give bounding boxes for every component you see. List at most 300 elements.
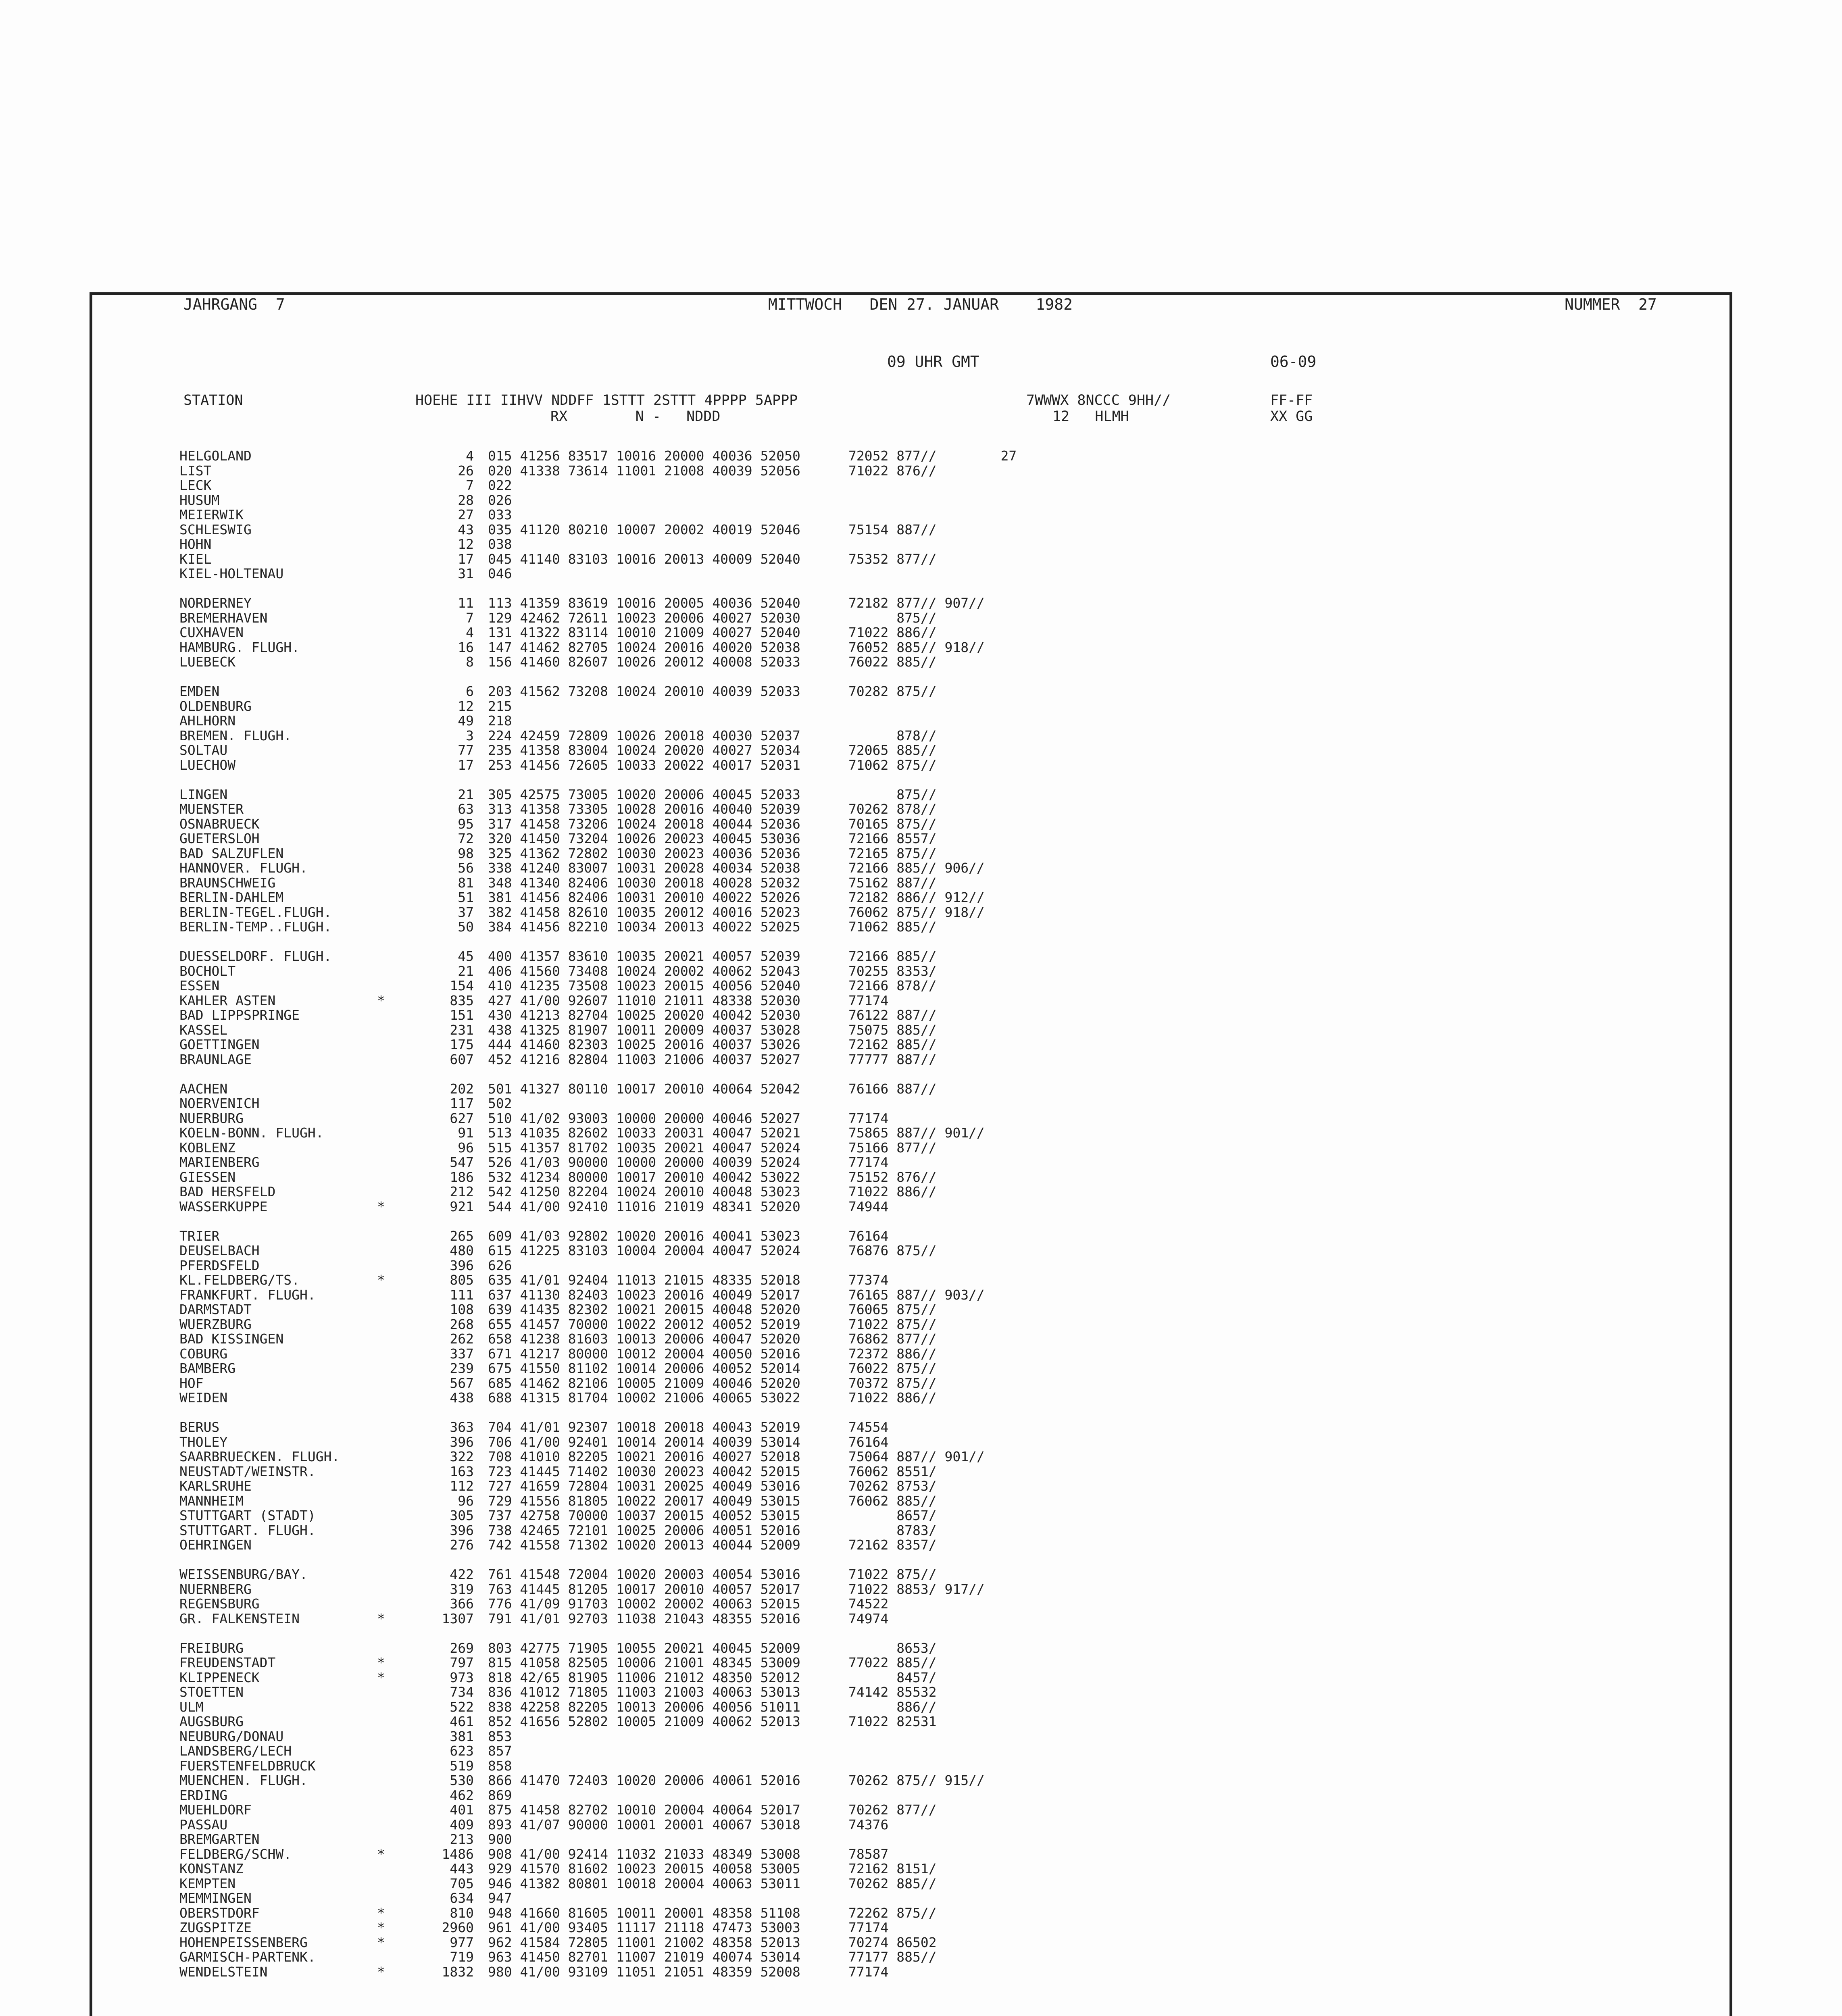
station-name: LECK [179, 477, 212, 493]
table-row [173, 1450, 1625, 1464]
station-elevation: 401 [450, 1802, 474, 1818]
station-observation: 723 41445 71402 10030 20023 40042 52015 76062 8551/ [488, 1463, 937, 1479]
station-elevation: 108 [450, 1302, 474, 1317]
table-row [173, 1906, 1625, 1921]
station-elevation: 16 [458, 639, 474, 655]
table-row [173, 1258, 1625, 1273]
station-observation: 853 [488, 1728, 512, 1744]
table-row [173, 552, 1625, 567]
table-row [173, 993, 1625, 1008]
station-elevation: 12 [458, 698, 474, 714]
station-name: BREMGARTEN [179, 1831, 260, 1847]
station-elevation: 11 [458, 595, 474, 611]
mountain-station-marker: * [377, 1934, 385, 1950]
station-name: HOF [179, 1375, 204, 1391]
table-row [173, 1170, 1625, 1185]
table-row [173, 1273, 1625, 1288]
station-elevation: 262 [450, 1331, 474, 1347]
station-observation: 033 [488, 507, 512, 523]
table-row [173, 1391, 1625, 1406]
station-name: KAHLER ASTEN [179, 992, 276, 1008]
table-row [173, 1523, 1625, 1538]
station-observation: 035 41120 80210 10007 20002 40019 52046 75154 887// [488, 521, 937, 537]
station-observation: 129 42462 72611 10023 20006 40027 52030 875// [488, 610, 937, 626]
station-name: HOHENPEISSENBERG [179, 1934, 308, 1950]
station-elevation: 213 [450, 1831, 474, 1847]
station-elevation: 462 [450, 1787, 474, 1803]
station-observation: 501 41327 80110 10017 20010 40064 52042 76166 887// [488, 1081, 937, 1097]
table-row [173, 537, 1625, 552]
column-station: STATION [183, 392, 243, 408]
station-elevation: 117 [450, 1095, 474, 1111]
column-codes-line1: HOEHE III IIHVV NDDFF 1STTT 2STTT 4PPPP 5APPP [415, 392, 798, 408]
station-observation: 410 41235 73508 10023 20015 40056 52040 72166 878// [488, 978, 937, 993]
station-name: MUEHLDORF [179, 1802, 252, 1818]
table-row [173, 1347, 1625, 1362]
station-observation: 838 42258 82205 10013 20006 40056 51011 886// [488, 1699, 937, 1715]
station-elevation: 422 [450, 1566, 474, 1582]
station-elevation: 461 [450, 1714, 474, 1729]
station-observation: 046 [488, 566, 512, 581]
station-observation: 761 41548 72004 10020 20003 40054 53016 71022 875// [488, 1566, 937, 1582]
table-row [173, 1420, 1625, 1435]
table-row [173, 1920, 1625, 1935]
station-name: MARIENBERG [179, 1154, 260, 1170]
table-row [173, 1700, 1625, 1715]
table-row [173, 1111, 1625, 1126]
station-name: SOLTAU [179, 742, 228, 758]
station-name: MUENSTER [179, 801, 244, 817]
station-observation: 532 41234 80000 10017 20010 40042 53022 75152 876// [488, 1169, 937, 1185]
observation-period: 06-09 [1270, 353, 1317, 371]
station-name: KEMPTEN [179, 1875, 236, 1891]
station-name: GR. FALKENSTEIN [179, 1610, 300, 1627]
table-row [173, 611, 1625, 626]
station-elevation: 319 [450, 1581, 474, 1597]
station-observation: 946 41382 80801 10018 20004 40063 53011 70262 885// [488, 1875, 937, 1891]
table-row [173, 831, 1625, 846]
table-row [173, 566, 1625, 581]
station-elevation: 547 [450, 1154, 474, 1170]
station-name: FREIBURG [179, 1640, 244, 1656]
station-observation: 962 41584 72805 11001 21002 48358 52013 70274 86502 [488, 1934, 937, 1950]
table-row [173, 1788, 1625, 1803]
column-codes-line2: RX N - NDDD [550, 408, 721, 425]
station-elevation: 366 [450, 1596, 474, 1612]
station-name: LUEBECK [179, 654, 236, 670]
station-name: NORDERNEY [179, 595, 252, 611]
station-name: BERUS [179, 1419, 220, 1435]
station-name: ERDING [179, 1787, 228, 1803]
station-observation: 510 41/02 93003 10000 20000 40046 52027 77174 [488, 1110, 889, 1126]
station-name: LIST [179, 462, 212, 479]
table-row [173, 1479, 1625, 1494]
station-observation: 948 41660 81605 10011 20001 48358 51108 72262 875// [488, 1905, 937, 1921]
station-elevation: 269 [450, 1640, 474, 1656]
station-observation: 430 41213 82704 10025 20020 40042 52030 76122 887// [488, 1007, 937, 1023]
station-observation: 655 41457 70000 10022 20012 40052 52019 71022 875// [488, 1316, 937, 1332]
group-spacer [173, 1406, 1625, 1420]
station-elevation: 63 [458, 801, 474, 817]
station-observation: 639 41435 82302 10021 20015 40048 52020 76065 875// [488, 1302, 937, 1317]
station-elevation: 519 [450, 1758, 474, 1774]
station-elevation: 1486 [442, 1846, 474, 1862]
group-spacer [173, 1214, 1625, 1229]
table-row [173, 964, 1625, 979]
station-name: HANNOVER. FLUGH. [179, 860, 308, 876]
station-elevation: 96 [458, 1139, 474, 1156]
station-observation: 215 [488, 698, 512, 714]
mountain-station-marker: * [377, 1655, 385, 1670]
station-observation: 869 [488, 1787, 512, 1803]
station-name: KASSEL [179, 1022, 228, 1038]
station-elevation: 977 [450, 1934, 474, 1950]
station-observation: 544 41/00 92410 11016 21019 48341 52020 74944 [488, 1198, 889, 1214]
station-name: STUTTGART. FLUGH. [179, 1522, 316, 1538]
station-elevation: 27 [458, 507, 474, 523]
station-elevation: 337 [450, 1345, 474, 1362]
station-observation: 900 [488, 1831, 512, 1847]
station-name: SAARBRUECKEN. FLUGH. [179, 1449, 340, 1464]
mountain-station-marker: * [377, 1964, 385, 1980]
table-row [173, 920, 1625, 935]
table-row [173, 1229, 1625, 1244]
station-observation: 313 41358 73305 10028 20016 40040 52039 70262 878// [488, 801, 937, 817]
station-observation: 961 41/00 93405 11117 21118 47473 53003 77174 [488, 1920, 889, 1935]
station-elevation: 522 [450, 1699, 474, 1715]
table-row [173, 1243, 1625, 1258]
station-elevation: 530 [450, 1772, 474, 1788]
table-row [173, 787, 1625, 802]
station-observation: 147 41462 82705 10024 20016 40020 52038 76052 885// 918// [488, 639, 985, 655]
mountain-station-marker: * [377, 1920, 385, 1935]
table-row [173, 625, 1625, 640]
station-observation: 852 41656 52802 10005 21009 40062 52013 71022 82531 [488, 1714, 937, 1729]
table-row [173, 1641, 1625, 1656]
station-observation: 708 41010 82205 10021 20016 40027 52018 75064 887// 901// [488, 1449, 985, 1464]
table-row [173, 1759, 1625, 1774]
station-observation: 671 41217 80000 10012 20004 40050 52016 72372 886// [488, 1345, 937, 1362]
table-row [173, 1361, 1625, 1376]
station-elevation: 322 [450, 1449, 474, 1464]
station-table [173, 449, 1625, 1979]
table-row [173, 1096, 1625, 1111]
station-observation: 893 41/07 90000 10001 20001 40067 53018 74376 [488, 1816, 889, 1833]
table-row [173, 1670, 1625, 1685]
station-observation: 637 41130 82403 10023 20016 40049 52017 76165 887// 903// [488, 1287, 985, 1303]
station-name: WUERZBURG [179, 1316, 252, 1332]
observation-time: 09 UHR GMT [887, 353, 979, 371]
table-row [173, 729, 1625, 744]
station-name: MANNHEIM [179, 1493, 244, 1509]
table-row [173, 1435, 1625, 1450]
station-observation: 038 [488, 536, 512, 552]
station-name: WENDELSTEIN [179, 1964, 268, 1980]
table-row [173, 890, 1625, 905]
station-name: REGENSBURG [179, 1596, 260, 1612]
station-observation: 858 [488, 1758, 512, 1774]
station-elevation: 72 [458, 831, 474, 846]
station-observation: 737 42758 70000 10037 20015 40052 53015 8657/ [488, 1508, 937, 1523]
station-name: BREMERHAVEN [179, 610, 268, 626]
station-name: BERLIN-DAHLEM [179, 889, 284, 905]
station-observation: 382 41458 82610 10035 20012 40016 52023 76062 875// 918// [488, 904, 985, 920]
mountain-station-marker: * [377, 1198, 385, 1214]
station-elevation: 95 [458, 816, 474, 832]
station-elevation: 37 [458, 904, 474, 920]
station-elevation: 98 [458, 845, 474, 861]
station-name: DARMSTADT [179, 1302, 252, 1317]
mountain-station-marker: * [377, 1846, 385, 1862]
station-observation: 218 [488, 713, 512, 729]
station-elevation: 111 [450, 1287, 474, 1303]
station-name: MUENCHEN. FLUGH. [179, 1772, 308, 1788]
station-name: ZUGSPITZE [179, 1920, 252, 1935]
mountain-station-marker: * [377, 1669, 385, 1685]
station-name: HELGOLAND [179, 448, 252, 464]
table-row [173, 464, 1625, 479]
station-name: OBERSTDORF [179, 1905, 260, 1921]
station-name: LUECHOW [179, 757, 236, 773]
station-observation: 776 41/09 91703 10002 20002 40063 52015 74522 [488, 1596, 889, 1612]
station-elevation: 31 [458, 566, 474, 581]
station-elevation: 43 [458, 521, 474, 537]
table-row [173, 861, 1625, 876]
table-row [173, 1052, 1625, 1067]
station-observation: 253 41456 72605 10033 20022 40017 52031 71062 875// [488, 757, 937, 773]
table-row [173, 1935, 1625, 1950]
station-name: LINGEN [179, 786, 228, 802]
table-row [173, 1891, 1625, 1906]
station-name: MEMMINGEN [179, 1890, 252, 1906]
station-name: NOERVENICH [179, 1095, 260, 1111]
mountain-station-marker: * [377, 992, 385, 1008]
station-observation: 348 41340 82406 10030 20018 40028 52032 75162 887// [488, 875, 937, 891]
station-observation: 704 41/01 92307 10018 20018 40043 52019 74554 [488, 1419, 889, 1435]
table-row [173, 1332, 1625, 1347]
station-elevation: 973 [450, 1669, 474, 1685]
station-elevation: 7 [466, 477, 474, 493]
station-observation: 727 41659 72804 10031 20025 40049 53016 70262 8753/ [488, 1478, 937, 1494]
station-observation: 305 42575 73005 10020 20006 40045 52033 875// [488, 786, 937, 802]
station-name: KLIPPENECK [179, 1669, 260, 1685]
station-name: BOCHOLT [179, 963, 236, 979]
station-observation: 156 41460 82607 10026 20012 40008 52033 76022 885// [488, 654, 937, 670]
station-name: GIESSEN [179, 1169, 236, 1185]
station-elevation: 268 [450, 1316, 474, 1332]
station-elevation: 186 [450, 1169, 474, 1185]
station-observation: 980 41/00 93109 11051 21051 48359 52008 77174 [488, 1964, 889, 1980]
table-row [173, 714, 1625, 729]
table-row [173, 1847, 1625, 1862]
station-observation: 763 41445 81205 10017 20010 40057 52017 71022 8853/ 917// [488, 1581, 985, 1597]
station-elevation: 480 [450, 1243, 474, 1258]
station-observation: 688 41315 81704 10002 21006 40065 53022 71022 886// [488, 1390, 937, 1406]
station-observation: 908 41/00 92414 11032 21033 48349 53008 78587 [488, 1846, 889, 1862]
station-elevation: 202 [450, 1081, 474, 1097]
table-row [173, 1597, 1625, 1612]
station-name: TRIER [179, 1228, 220, 1244]
station-observation: 626 [488, 1257, 512, 1273]
station-name: WEIDEN [179, 1390, 228, 1406]
station-elevation: 276 [450, 1537, 474, 1553]
station-elevation: 835 [450, 992, 474, 1008]
station-elevation: 8 [466, 654, 474, 670]
table-row [173, 1729, 1625, 1744]
table-row [173, 1685, 1625, 1700]
date-label: MITTWOCH DEN 27. JANUAR 1982 [768, 296, 1073, 313]
station-elevation: 112 [450, 1478, 474, 1494]
station-observation: 015 41256 83517 10016 20000 40036 52050 72052 877// 27 [488, 448, 1017, 464]
table-row [173, 493, 1625, 508]
table-row [173, 1818, 1625, 1833]
table-row [173, 699, 1625, 714]
station-elevation: 438 [450, 1390, 474, 1406]
station-elevation: 7 [466, 610, 474, 626]
station-name: BAD LIPPSPRINGE [179, 1007, 300, 1023]
group-spacer [173, 935, 1625, 950]
station-name: BAD HERSFELD [179, 1184, 276, 1200]
station-observation: 635 41/01 92404 11013 21015 48335 52018 77374 [488, 1272, 889, 1288]
station-elevation: 50 [458, 919, 474, 935]
table-row [173, 684, 1625, 699]
table-row [173, 876, 1625, 891]
station-elevation: 381 [450, 1728, 474, 1744]
table-row [173, 1126, 1625, 1141]
station-observation: 384 41456 82210 10034 20013 40022 52025 71062 885// [488, 919, 937, 935]
station-elevation: 21 [458, 963, 474, 979]
station-observation: 542 41250 82204 10024 20010 40048 53023 71022 886// [488, 1184, 937, 1200]
station-elevation: 21 [458, 786, 474, 802]
table-row [173, 1185, 1625, 1200]
station-observation: 502 [488, 1095, 512, 1111]
table-row [173, 1288, 1625, 1303]
station-elevation: 627 [450, 1110, 474, 1126]
station-name: DUESSELDORF. FLUGH. [179, 948, 332, 964]
group-spacer [173, 1067, 1625, 1082]
station-elevation: 734 [450, 1684, 474, 1700]
station-elevation: 719 [450, 1949, 474, 1965]
station-name: NEUSTADT/WEINSTR. [179, 1463, 316, 1479]
station-observation: 815 41058 82505 10006 21001 48345 53009 77022 885// [488, 1655, 937, 1670]
station-name: OLDENBURG [179, 698, 252, 714]
table-row [173, 449, 1625, 464]
group-spacer [173, 581, 1625, 596]
station-name: PASSAU [179, 1816, 228, 1833]
station-observation: 947 [488, 1890, 512, 1906]
table-row [173, 1376, 1625, 1391]
table-row [173, 1317, 1625, 1332]
table-row [173, 1141, 1625, 1156]
station-elevation: 797 [450, 1655, 474, 1670]
station-elevation: 1832 [442, 1964, 474, 1980]
table-row [173, 1862, 1625, 1876]
station-elevation: 4 [466, 625, 474, 640]
table-row [173, 1876, 1625, 1891]
station-observation: 381 41456 82406 10031 20010 40022 52026 72182 886// 912// [488, 889, 985, 905]
station-elevation: 4 [466, 448, 474, 464]
station-name: BAD SALZUFLEN [179, 845, 284, 861]
issue-number: NUMMER 27 [1565, 296, 1657, 313]
station-observation: 400 41357 83610 10035 20021 40057 52039 72166 885// [488, 948, 937, 964]
station-observation: 609 41/03 92802 10020 20016 40041 53023 76164 [488, 1228, 889, 1244]
station-name: AACHEN [179, 1081, 228, 1097]
station-name: NUERBURG [179, 1110, 244, 1126]
table-row [173, 1950, 1625, 1965]
station-elevation: 409 [450, 1816, 474, 1833]
table-row [173, 508, 1625, 523]
station-elevation: 305 [450, 1508, 474, 1523]
station-observation: 320 41450 73204 10026 20023 40045 53036 72166 8557/ [488, 831, 937, 846]
station-observation: 235 41358 83004 10024 20020 40027 52034 72065 885// [488, 742, 937, 758]
group-spacer [173, 1626, 1625, 1641]
station-observation: 427 41/00 92607 11010 21011 48338 52030 77174 [488, 992, 889, 1008]
station-elevation: 921 [450, 1198, 474, 1214]
station-observation: 706 41/00 92401 10014 20014 40039 53014 76164 [488, 1434, 889, 1450]
station-observation: 113 41359 83619 10016 20005 40036 52040 72182 877// 907// [488, 595, 985, 611]
station-name: ULM [179, 1699, 204, 1715]
station-name: NEUBURG/DONAU [179, 1728, 284, 1744]
station-observation: 203 41562 73208 10024 20010 40039 52033 70282 875// [488, 683, 937, 699]
station-observation: 026 [488, 492, 512, 508]
station-observation: 022 [488, 477, 512, 493]
table-row [173, 1008, 1625, 1023]
station-elevation: 567 [450, 1375, 474, 1391]
table-row [173, 817, 1625, 832]
station-name: WASSERKUPPE [179, 1198, 268, 1214]
station-name: GUETERSLOH [179, 831, 260, 846]
table-row [173, 640, 1625, 655]
station-elevation: 810 [450, 1905, 474, 1921]
mountain-station-marker: * [377, 1905, 385, 1921]
mountain-station-marker: * [377, 1610, 385, 1627]
station-name: KARLSRUHE [179, 1478, 252, 1494]
station-name: MEIERWIK [179, 507, 244, 523]
station-name: BRAUNLAGE [179, 1051, 252, 1067]
column-gust-line2: XX GG [1270, 408, 1313, 425]
column-synop-line2: 12 HLMH [1052, 408, 1129, 425]
station-elevation: 81 [458, 875, 474, 891]
station-elevation: 3 [466, 727, 474, 744]
table-row [173, 905, 1625, 920]
station-name: EMDEN [179, 683, 220, 699]
table-row [173, 1302, 1625, 1317]
station-elevation: 45 [458, 948, 474, 964]
group-spacer [173, 670, 1625, 685]
table-row [173, 949, 1625, 964]
table-row [173, 1508, 1625, 1523]
station-elevation: 396 [450, 1257, 474, 1273]
station-name: THOLEY [179, 1434, 228, 1450]
station-elevation: 6 [466, 683, 474, 699]
station-elevation: 175 [450, 1037, 474, 1052]
station-name: GARMISCH-PARTENK. [179, 1949, 316, 1965]
station-elevation: 2960 [442, 1920, 474, 1935]
station-observation: 452 41216 82804 11003 21006 40037 52027 77777 887// [488, 1051, 937, 1067]
station-elevation: 77 [458, 742, 474, 758]
table-row [173, 655, 1625, 670]
station-observation: 818 42/65 81905 11006 21012 48350 52012 8457/ [488, 1669, 937, 1685]
table-row [173, 1023, 1625, 1038]
table-row [173, 1803, 1625, 1818]
station-elevation: 49 [458, 713, 474, 729]
station-observation: 836 41012 71805 11003 21003 40063 53013 74142 85532 [488, 1684, 937, 1700]
station-elevation: 607 [450, 1051, 474, 1067]
station-name: COBURG [179, 1345, 228, 1362]
station-name: CUXHAVEN [179, 625, 244, 640]
station-observation: 791 41/01 92703 11038 21043 48355 52016 74974 [488, 1610, 889, 1627]
station-elevation: 151 [450, 1007, 474, 1023]
